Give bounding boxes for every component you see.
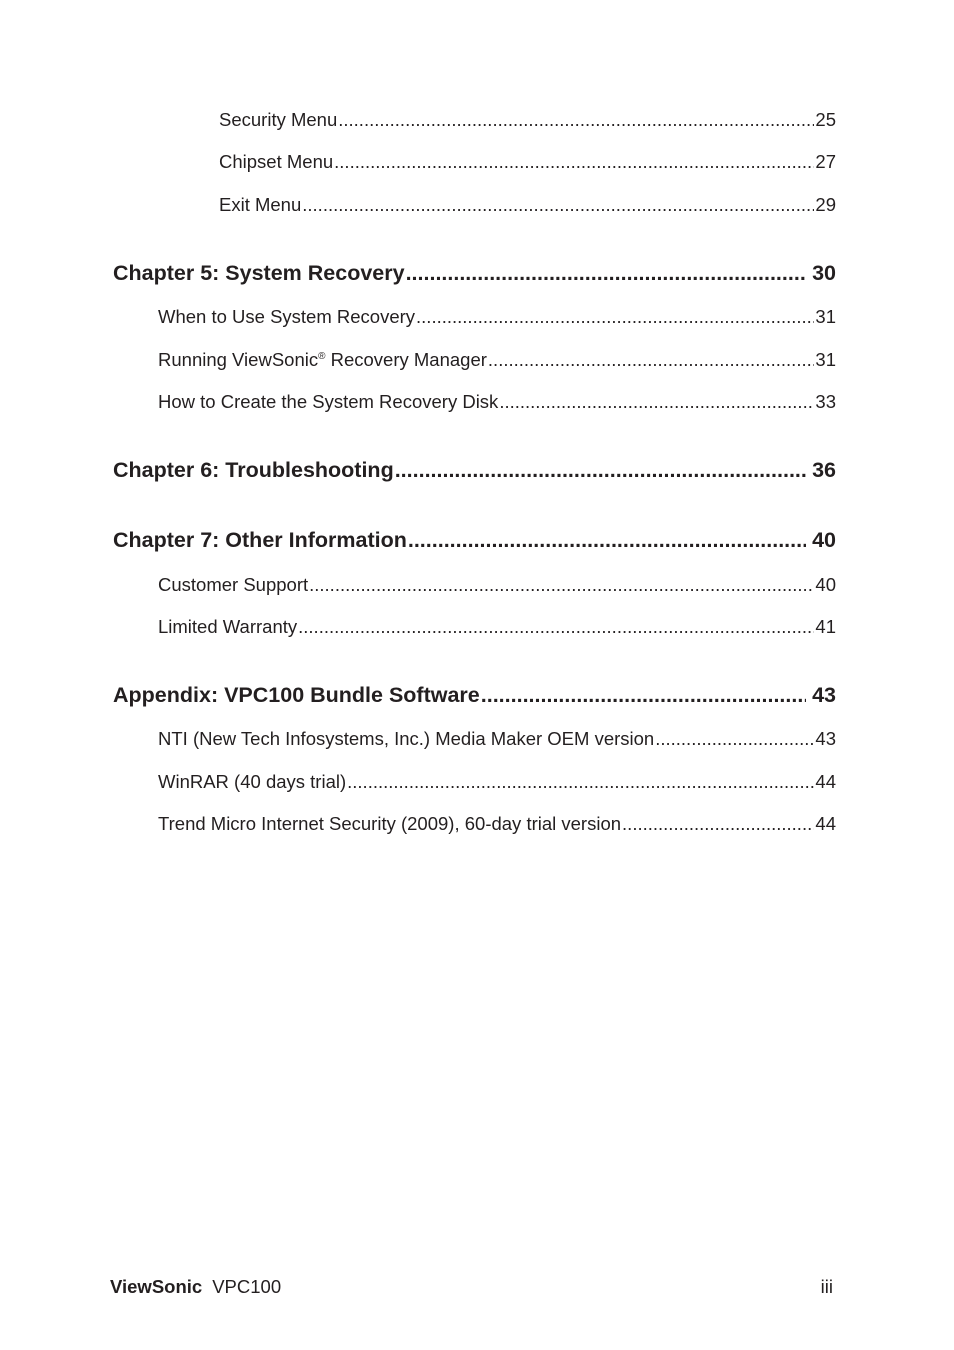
toc-chapter-label: Appendix: VPC100 Bundle Software	[113, 683, 480, 707]
toc-entry-page: 41	[815, 616, 836, 637]
footer-model: VPC100	[212, 1276, 282, 1297]
dot-leader	[408, 528, 806, 553]
toc-entry-label: When to Use System Recovery	[158, 306, 416, 327]
page-footer-left	[110, 1276, 281, 1298]
registered-mark: ®	[318, 351, 326, 362]
toc-entry-label	[158, 349, 487, 371]
toc-chapter-6[interactable]	[113, 458, 836, 483]
dot-leader	[499, 391, 814, 413]
toc-entry-when-to-use[interactable]	[158, 306, 836, 328]
toc-entry-nti[interactable]	[158, 728, 836, 750]
toc-chapter-label: Chapter 7: Other Information	[113, 528, 407, 552]
toc-entry-page: 44	[815, 813, 836, 834]
dot-leader	[298, 616, 814, 638]
dot-leader	[416, 306, 814, 328]
toc-entry-page: 43	[815, 728, 836, 749]
toc-entry-label: Customer Support	[158, 574, 309, 595]
toc-entry-page: 33	[815, 391, 836, 412]
toc-entry-label: Security Menu	[219, 109, 338, 130]
toc-entry-page: 31	[815, 306, 836, 327]
toc-entry-label: Chipset Menu	[219, 151, 334, 172]
toc-entry-page: 31	[815, 349, 836, 370]
toc-entry-chipset-menu[interactable]	[219, 151, 836, 173]
toc-chapter-page: 30	[812, 261, 836, 285]
toc-entry-label: Trend Micro Internet Security (2009), 60-day trial version	[158, 813, 622, 834]
toc-entry-page: 25	[815, 109, 836, 130]
toc-entry-page: 27	[815, 151, 836, 172]
toc-entry-trend-micro[interactable]	[158, 813, 836, 835]
toc-entry-label: WinRAR (40 days trial)	[158, 771, 347, 792]
label-part: Recovery Manager	[325, 349, 487, 370]
toc-appendix[interactable]	[113, 683, 836, 708]
toc-entry-winrar[interactable]	[158, 771, 836, 793]
dot-leader	[481, 683, 806, 708]
toc-chapter-7[interactable]	[113, 528, 836, 553]
toc-entry-page: 44	[815, 771, 836, 792]
toc-chapter-page: 40	[812, 528, 836, 552]
dot-leader	[488, 349, 815, 371]
toc-entry-label: Limited Warranty	[158, 616, 298, 637]
dot-leader	[395, 458, 806, 483]
dot-leader	[622, 813, 814, 835]
toc-chapter-page: 36	[812, 458, 836, 482]
toc-entry-exit-menu[interactable]	[219, 194, 836, 216]
toc-entry-security-menu[interactable]	[219, 109, 836, 131]
dot-leader	[406, 261, 807, 286]
dot-leader	[338, 109, 814, 131]
toc-entry-page: 29	[815, 194, 836, 215]
toc-entry-label: How to Create the System Recovery Disk	[158, 391, 499, 412]
dot-leader	[655, 728, 814, 750]
toc-chapter-5[interactable]	[113, 261, 836, 286]
footer-brand: ViewSonic	[110, 1276, 203, 1297]
toc-chapter-label: Chapter 5: System Recovery	[113, 261, 405, 285]
toc-entry-create-disk[interactable]	[158, 391, 836, 413]
footer-page-number: iii	[820, 1276, 833, 1297]
toc-entry-page: 40	[815, 574, 836, 595]
toc-entry-label: NTI (New Tech Infosystems, Inc.) Media Maker OEM version	[158, 728, 655, 749]
dot-leader	[309, 574, 814, 596]
toc-entry-customer-support[interactable]	[158, 574, 836, 596]
dot-leader	[302, 194, 814, 216]
dot-leader	[347, 771, 814, 793]
dot-leader	[334, 151, 814, 173]
label-part: Running ViewSonic	[158, 349, 319, 370]
toc-entry-running-recovery[interactable]	[158, 349, 836, 371]
toc-entry-limited-warranty[interactable]	[158, 616, 836, 638]
toc-chapter-page: 43	[812, 683, 836, 707]
toc-entry-label: Exit Menu	[219, 194, 302, 215]
toc-chapter-label: Chapter 6: Troubleshooting	[113, 458, 394, 482]
